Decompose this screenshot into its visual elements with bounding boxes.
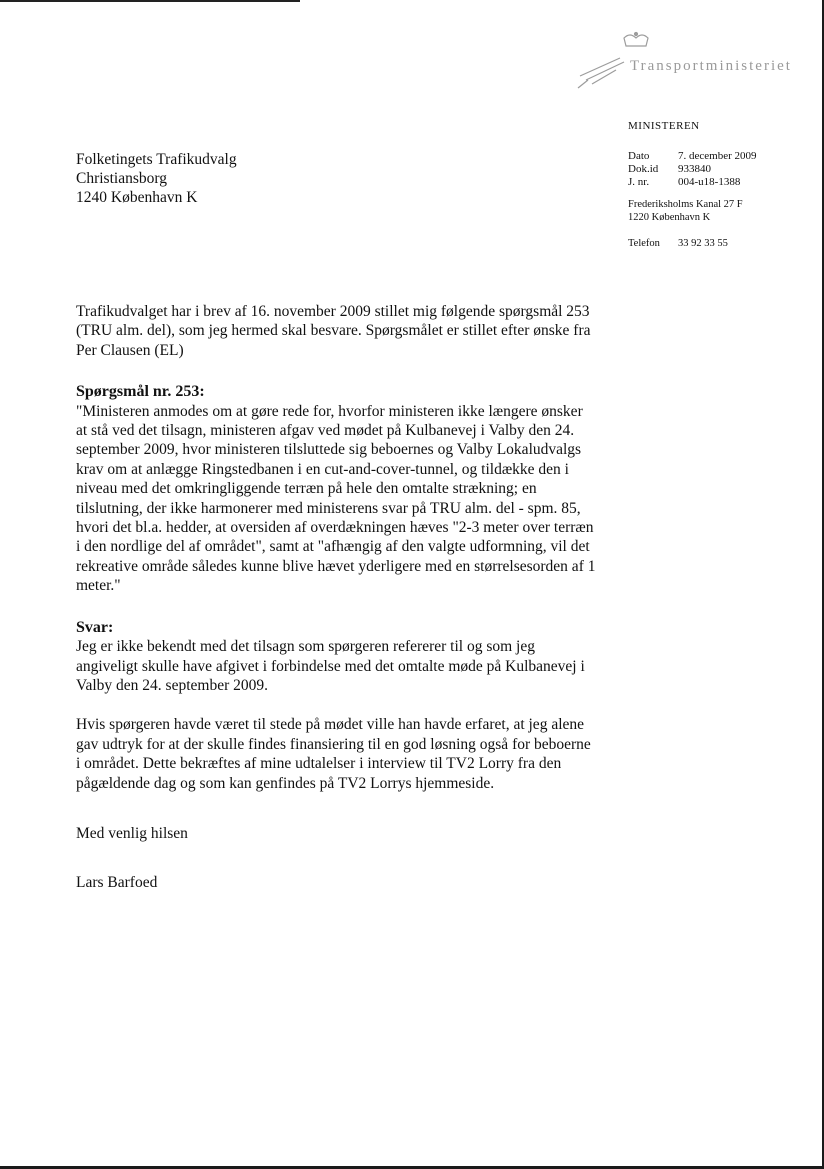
- journal-number-value: 004-u18-1388: [678, 176, 741, 188]
- recipient-line3: 1240 København K: [76, 189, 198, 206]
- sender-address: [628, 198, 743, 224]
- journal-number-row: [628, 176, 757, 189]
- answer-paragraph-2: Hvis spørgeren havde været til stede på mødet ville han havde erfaret, at jeg alene gav udtryk for at der skulle findes finansiering til en god løsning også for beboerne i området. Dette bekræftes af mine udtalelser i interview til TV2 Lorry fra den pågældende dag og som kan genfindes på TV2 Lorrys hjemmeside.: [76, 716, 591, 792]
- phone-row: [628, 238, 728, 249]
- top-rule: [0, 0, 300, 2]
- answer-heading: Svar:: [76, 618, 114, 636]
- signature: Lars Barfoed: [76, 874, 158, 892]
- document-meta: [628, 150, 757, 189]
- date-value: 7. december 2009: [678, 150, 757, 162]
- sender-address-line2: 1220 København K: [628, 212, 711, 223]
- question-paragraph: "Ministeren anmodes om at gøre rede for, hvorfor ministeren ikke længere ønsker at stå ved det tilsagn, ministeren afgav ved mødet på Kulbanevej i Valby den 24. september 2009, hvor ministeren tilsluttede sig beboernes og Valby Lokaludvalgs krav om at anlægge Ringstedbanen i en cut-and-cover-tunnel, og tildække den i niveau med det omkringliggende terræn på hele den omtalte strækning; en tilslutning, der ikke harmonerer med ministerens svar på TRU alm. del - spm. 85, hvori det bl.a. hedder, at oversiden af overdækningen hæves "2-3 meter over terræn i den nordlige del af området", samt at "afhængig af den valgte udformning, vil det rekreative område således kunne blive hævet yderligere med en størrelsesorden af 1 meter.": [76, 402, 596, 595]
- docid-value: 933840: [678, 163, 711, 175]
- journal-number-label: J. nr.: [628, 176, 650, 188]
- sender-title: MINISTEREN: [628, 120, 700, 132]
- question-heading: Spørgsmål nr. 253:: [76, 383, 205, 401]
- docid-row: [628, 163, 757, 176]
- answer-paragraph-1: Jeg er ikke bekendt med det tilsagn som spørgeren refererer til og som jeg angiveligt skulle have afgivet i forbindelse med det omtalte møde på Kulbanevej i Valby den 24. september 2009.: [76, 638, 585, 694]
- recipient-line1: Folketingets Trafikudvalg: [76, 151, 237, 168]
- date-label: Dato: [628, 150, 650, 162]
- recipient-address: [76, 150, 237, 207]
- sender-address-line1: Frederiksholms Kanal 27 F: [628, 199, 743, 210]
- date-row: [628, 150, 757, 163]
- intro-paragraph: Trafikudvalget har i brev af 16. november 2009 stillet mig følgende spørgsmål 253 (TRU alm. del), som jeg hermed skal besvare. Spørgsmålet er stillet efter ønske fra Per Clausen (EL): [76, 303, 591, 359]
- phone-value: 33 92 33 55: [678, 238, 728, 249]
- recipient-line2: Christiansborg: [76, 170, 167, 187]
- ministry-name: Transportministeriet: [630, 58, 792, 74]
- closing-salutation: Med venlig hilsen: [76, 824, 188, 842]
- ministry-logo: [572, 30, 792, 100]
- phone-label: Telefon: [628, 238, 660, 249]
- docid-label: Dok.id: [628, 163, 659, 175]
- letter-body: [76, 302, 596, 893]
